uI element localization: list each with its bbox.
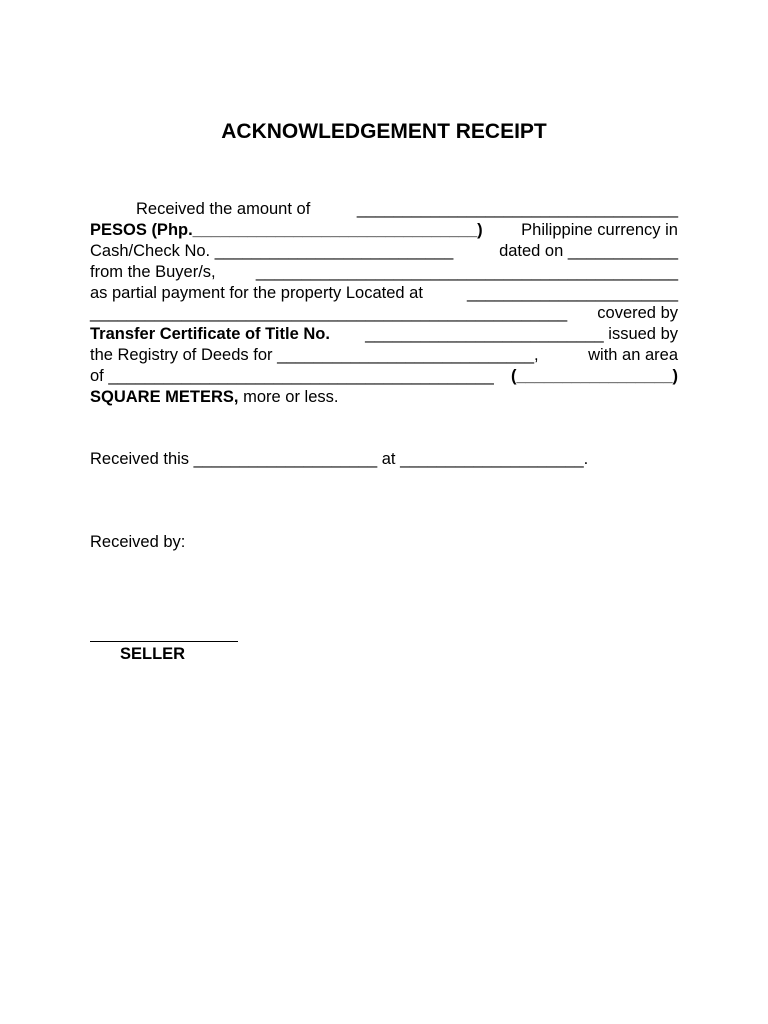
registry-label: the Registry of Deeds for ____________________________, — [90, 346, 539, 365]
line-check — [90, 241, 678, 262]
line-registry — [90, 345, 678, 366]
square-meters-label: SQUARE METERS, — [90, 388, 239, 407]
signature-line — [90, 641, 238, 642]
tct-label: Transfer Certificate of Title No. — [90, 325, 330, 344]
received-by-label: Received by: — [90, 533, 186, 551]
line-buyer — [90, 262, 678, 283]
covered-by-label: covered by — [597, 304, 678, 323]
buyer-label: from the Buyer/s, — [90, 262, 216, 281]
check-number-label: Cash/Check No. __________________________ — [90, 241, 454, 260]
pesos-label: PESOS (Php._______________________________) — [90, 220, 483, 239]
line-title — [90, 324, 678, 345]
dated-on-label: dated on ____________ — [499, 241, 678, 260]
amount-blank: ___________________________________ — [356, 200, 678, 218]
line-pesos — [90, 220, 678, 241]
issued-by-label: __________________________ issued by — [365, 325, 678, 344]
line-amount — [90, 199, 678, 220]
currency-label: Philippine currency in — [521, 220, 678, 239]
property-label: as partial payment for the property Located at — [90, 283, 423, 302]
location-blank: ____________________________________________________ — [90, 304, 568, 323]
line-property — [90, 283, 678, 304]
received-this-line: Received this ____________________ at ____________________. — [90, 450, 589, 468]
line-area — [90, 366, 678, 387]
more-or-less-label: more or less. — [243, 388, 339, 407]
receipt-body — [90, 199, 678, 408]
property-blank: _______________________ — [466, 283, 678, 302]
buyer-blank: ______________________________________________ — [255, 262, 678, 281]
amount-label: Received the amount of — [136, 200, 311, 218]
line-square-meters — [90, 387, 678, 408]
document-title: ACKNOWLEDGEMENT RECEIPT — [221, 120, 547, 143]
area-label: with an area — [588, 346, 678, 365]
seller-label: SELLER — [120, 645, 186, 663]
line-covered — [90, 303, 678, 324]
area-blank: of __________________________________________ — [90, 367, 494, 386]
area-figure-blank: (_________________) — [511, 367, 678, 386]
